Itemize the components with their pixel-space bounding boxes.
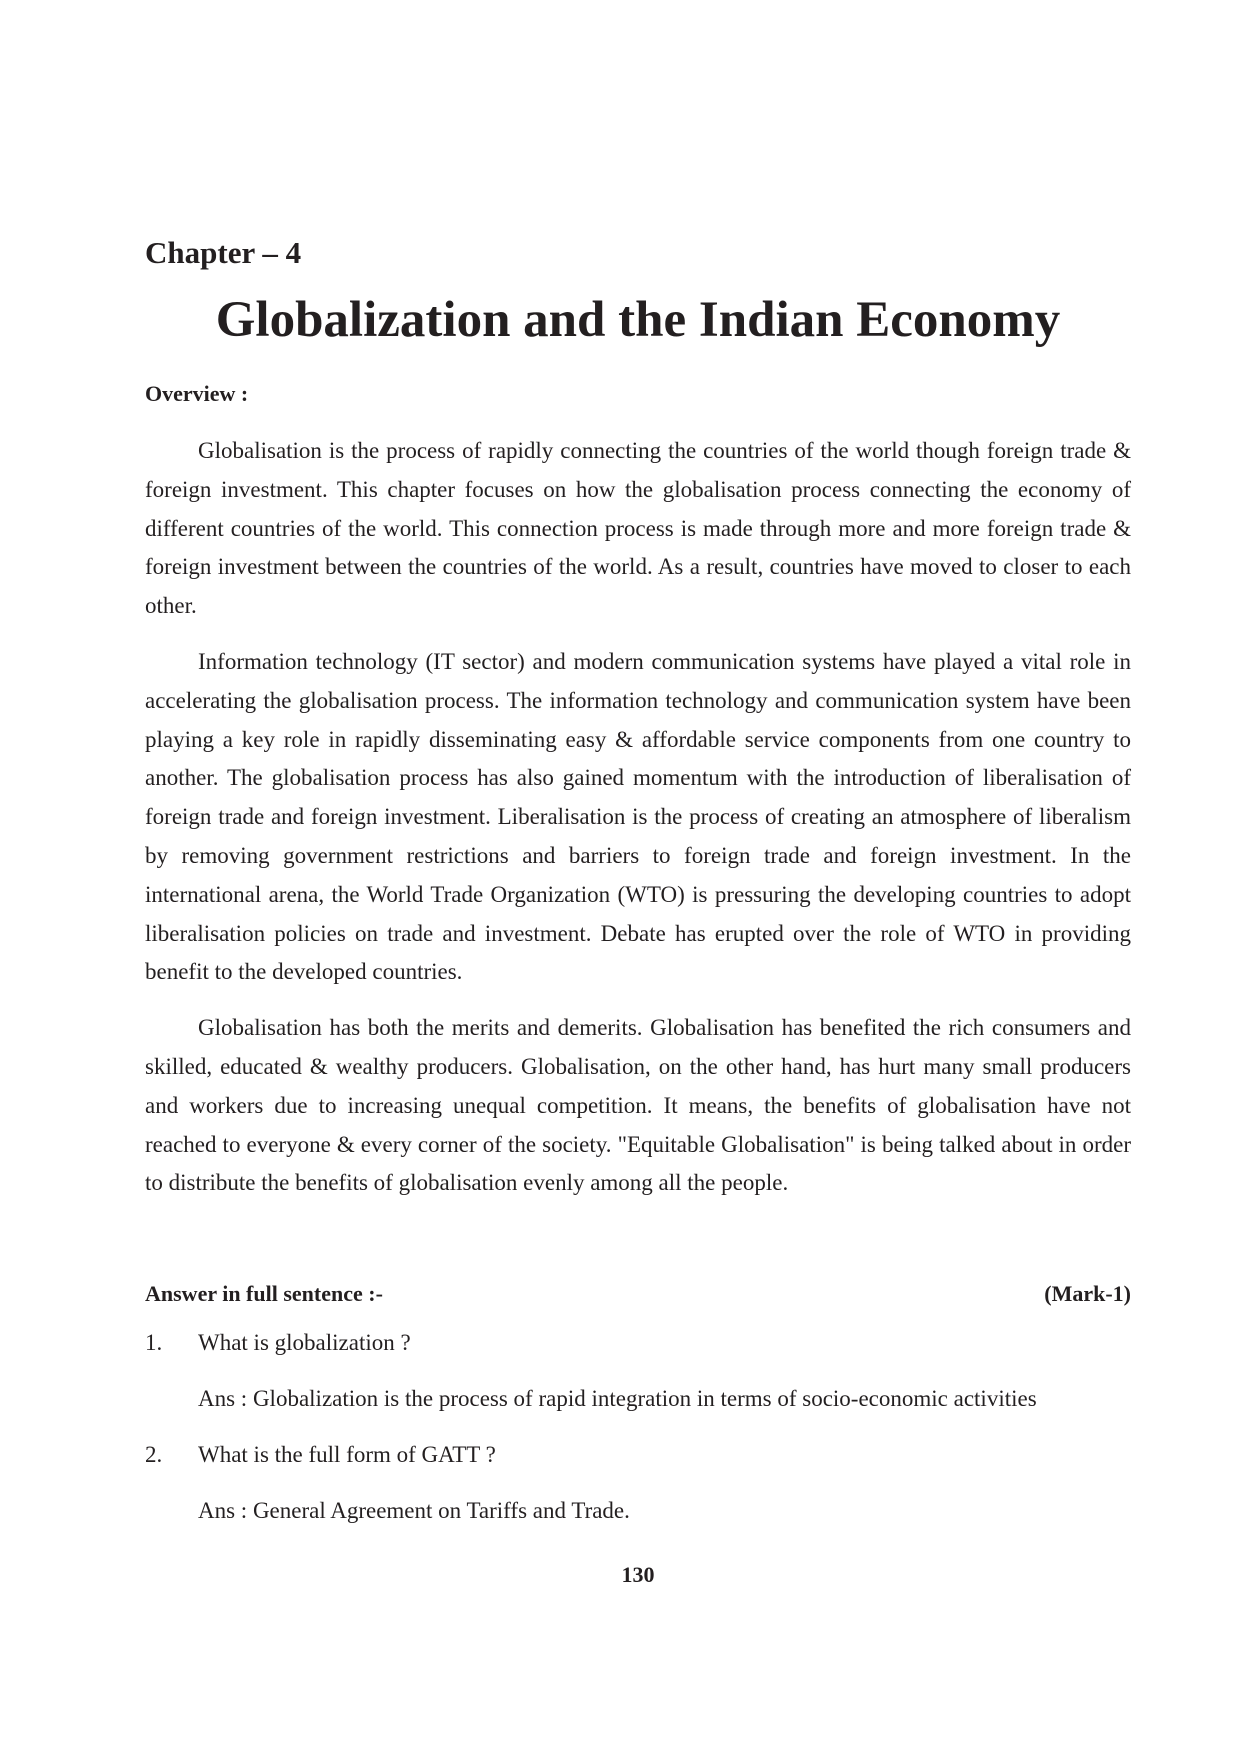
overview-paragraph: Globalisation is the process of rapidly connecting the countries of the world though foreign trade & foreign investment. This chapter focuses on how the globalisation process connecting the economy of different countries of the world. This connection process is made through more and more foreign trade & foreign investment between the countries of the world. As a result, countries have moved to closer to each other.: [145, 438, 1131, 619]
qa-section-header: [145, 1281, 1131, 1307]
qa-list: [145, 1330, 1131, 1554]
chapter-title: Globalization and the Indian Economy: [215, 292, 1061, 348]
answer-text: Ans : Globalization is the process of rapid integration in terms of socio-economic activities: [198, 1386, 1037, 1411]
qa-item: [145, 1442, 1131, 1554]
overview-heading: Overview :: [145, 381, 249, 406]
qa-item: [145, 1330, 1131, 1442]
overview-paragraph: Information technology (IT sector) and modern communication systems have played a vital role in accelerating the globalisation process. The information technology and communication system have been playing a key role in rapidly disseminating easy & affordable service components from one country to another. The globalisation process has also gained momentum with the introduction of liberalisation of foreign trade and foreign investment. Liberalisation is the process of creating an atmosphere of liberalism by removing government restrictions and barriers to foreign trade and foreign investment. In the international arena, the World Trade Organization (WTO) is pressuring the developing countries to adopt liberalisation policies on trade and investment. Debate has erupted over the role of WTO in providing benefit to the developed countries.: [145, 648, 1131, 985]
overview-section: [145, 432, 1131, 1220]
question-text: What is globalization ?: [198, 1330, 411, 1355]
qa-heading: Answer in full sentence :-: [145, 1281, 383, 1306]
question-row: [145, 1330, 1131, 1386]
question-number: 1.: [145, 1330, 163, 1355]
chapter-label: Chapter – 4: [145, 235, 302, 270]
marks-label: (Mark-1): [1044, 1281, 1131, 1306]
question-text: What is the full form of GATT ?: [198, 1442, 496, 1467]
question-number: 2.: [145, 1442, 163, 1467]
question-row: [145, 1442, 1131, 1498]
page-number: 130: [621, 1562, 655, 1587]
answer-text: Ans : General Agreement on Tariffs and Trade.: [198, 1498, 630, 1523]
overview-paragraph: Globalisation has both the merits and demerits. Globalisation has benefited the rich consumers and skilled, educated & wealthy producers. Globalisation, on the other hand, has hurt many small producers and workers due to increasing unequal competition. It means, the benefits of globalisation have not reached to everyone & every corner of the society. "Equitable Globalisation" is being talked about in order to distribute the benefits of globalisation evenly among all the people.: [145, 1015, 1131, 1196]
